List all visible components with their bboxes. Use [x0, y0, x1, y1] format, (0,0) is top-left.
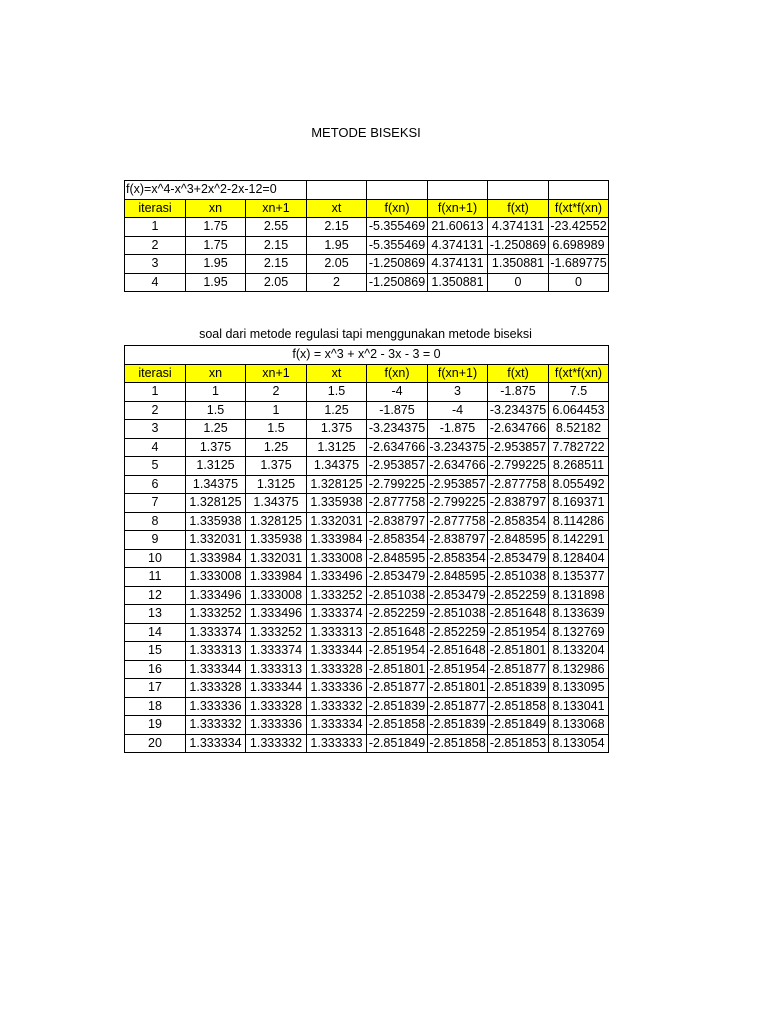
column-header: f(xt) [488, 199, 549, 218]
table-cell: 20 [125, 734, 186, 753]
table-cell: 1.333334 [186, 734, 246, 753]
table-cell: 2.15 [246, 236, 307, 255]
table-cell: 19 [125, 716, 186, 735]
column-header: f(xn+1) [428, 364, 488, 383]
table-cell: -23.42552 [549, 218, 609, 237]
table-cell: 1.333328 [186, 679, 246, 698]
table-cell: -2.848595 [488, 531, 549, 550]
function-cell: f(x)=x^4-x^3+2x^2-2x-12=0 [125, 181, 307, 200]
table-cell: 1.332031 [186, 531, 246, 550]
page-title: METODE BISEKSI [311, 125, 421, 140]
table-cell: 1.333313 [307, 623, 367, 642]
table-cell: -2.799225 [428, 494, 488, 513]
table-cell: -2.852259 [367, 605, 428, 624]
table-row [125, 734, 609, 753]
table-cell: 14 [125, 623, 186, 642]
table-row [125, 420, 609, 439]
column-header: iterasi [125, 364, 186, 383]
table-cell: -2.877758 [367, 494, 428, 513]
table-cell: 7.782722 [549, 438, 609, 457]
table-cell: 2.15 [246, 255, 307, 274]
table-cell: 1.333344 [246, 679, 307, 698]
table2-caption: soal dari metode regulasi tapi menggunakan metode biseksi [199, 327, 532, 341]
column-header: xn [186, 199, 246, 218]
table-row [125, 531, 609, 550]
table-cell: -2.851954 [428, 660, 488, 679]
table-cell: -1.875 [367, 401, 428, 420]
table-row [125, 568, 609, 587]
table-cell: -2.799225 [488, 457, 549, 476]
table-cell: 3 [125, 255, 186, 274]
table-cell: -2.851877 [367, 679, 428, 698]
table-cell: 8.055492 [549, 475, 609, 494]
column-header: xt [307, 199, 367, 218]
empty-cell [549, 181, 609, 200]
column-header: f(xt) [488, 364, 549, 383]
table-cell: 2 [307, 273, 367, 292]
table-cell: -2.851849 [488, 716, 549, 735]
table-cell: -2.851849 [367, 734, 428, 753]
table-cell: -2.851877 [488, 660, 549, 679]
table-cell: 1.333252 [307, 586, 367, 605]
table-cell: 1.333252 [186, 605, 246, 624]
table-cell: -3.234375 [428, 438, 488, 457]
empty-cell [488, 181, 549, 200]
table-cell: 13 [125, 605, 186, 624]
table-cell: 8.169371 [549, 494, 609, 513]
table-cell: -2.953857 [428, 475, 488, 494]
table-cell: 0 [549, 273, 609, 292]
column-header: xn+1 [246, 199, 307, 218]
table-cell: -2.851954 [367, 642, 428, 661]
table-cell: -2.851801 [488, 642, 549, 661]
table-cell: -2.953857 [488, 438, 549, 457]
table-row [125, 605, 609, 624]
table-cell: -2.851839 [367, 697, 428, 716]
table-cell: -2.851038 [428, 605, 488, 624]
table-cell: 8.142291 [549, 531, 609, 550]
table-row [125, 512, 609, 531]
table-cell: -2.877758 [488, 475, 549, 494]
table-cell: 2.15 [307, 218, 367, 237]
empty-cell [428, 181, 488, 200]
table-row [125, 236, 609, 255]
table-row [125, 218, 609, 237]
table-cell: -2.852259 [488, 586, 549, 605]
table-cell: 8.135377 [549, 568, 609, 587]
table-cell: -2.953857 [367, 457, 428, 476]
table-cell: 1.25 [186, 420, 246, 439]
table-cell: 8.52182 [549, 420, 609, 439]
table-cell: -2.851877 [428, 697, 488, 716]
table-cell: 1.328125 [246, 512, 307, 531]
table-cell: -1.689775 [549, 255, 609, 274]
table-row [125, 642, 609, 661]
table-cell: 1.375 [307, 420, 367, 439]
table-cell: 1.335938 [246, 531, 307, 550]
table-cell: 8.128404 [549, 549, 609, 568]
table-cell: 1.333313 [246, 660, 307, 679]
table-cell: -2.851858 [488, 697, 549, 716]
table-cell: 2 [246, 383, 307, 402]
table-cell: 2 [125, 236, 186, 255]
table-cell: 8.133041 [549, 697, 609, 716]
table-cell: 21.60613 [428, 218, 488, 237]
table-cell: 3 [428, 383, 488, 402]
table-cell: 18 [125, 697, 186, 716]
table-cell: 1.333332 [186, 716, 246, 735]
table-cell: 1.333334 [307, 716, 367, 735]
table-cell: -2.838797 [488, 494, 549, 513]
table-cell: 1.333008 [307, 549, 367, 568]
table-cell: -2.858354 [428, 549, 488, 568]
table-cell: 1.333252 [246, 623, 307, 642]
table-cell: 1.95 [186, 255, 246, 274]
table-cell: 1.333008 [246, 586, 307, 605]
column-header: iterasi [125, 199, 186, 218]
table-cell: 8.132986 [549, 660, 609, 679]
table-cell: 1.95 [307, 236, 367, 255]
table-cell: 1.333496 [246, 605, 307, 624]
table-cell: -2.851038 [488, 568, 549, 587]
table-cell: 1.5 [246, 420, 307, 439]
table-cell: -2.858354 [367, 531, 428, 550]
table-cell: -2.851648 [488, 605, 549, 624]
table-cell: 1.333374 [307, 605, 367, 624]
table-cell: -2.853479 [488, 549, 549, 568]
table-cell: -2.848595 [428, 568, 488, 587]
table-cell: 1.333344 [186, 660, 246, 679]
table-cell: -2.851038 [367, 586, 428, 605]
table-cell: -3.234375 [488, 401, 549, 420]
table-cell: 4 [125, 438, 186, 457]
table-cell: 1 [125, 218, 186, 237]
bisection-table-1 [124, 180, 609, 292]
table-cell: 1 [246, 401, 307, 420]
table-cell: -2.848595 [367, 549, 428, 568]
table-cell: -1.875 [488, 383, 549, 402]
table-cell: 8 [125, 512, 186, 531]
table-cell: 11 [125, 568, 186, 587]
function-cell: f(x) = x^3 + x^2 - 3x - 3 = 0 [125, 346, 609, 365]
table-cell: 4 [125, 273, 186, 292]
table-cell: 4.374131 [488, 218, 549, 237]
column-header: xt [307, 364, 367, 383]
table-cell: 1.350881 [428, 273, 488, 292]
table-cell: 2.55 [246, 218, 307, 237]
table-cell: 8.133204 [549, 642, 609, 661]
table-cell: -2.877758 [428, 512, 488, 531]
table-cell: 17 [125, 679, 186, 698]
table-cell: 1.335938 [307, 494, 367, 513]
table-cell: -4 [367, 383, 428, 402]
table-cell: 1.333313 [186, 642, 246, 661]
table-cell: 1.34375 [186, 475, 246, 494]
empty-cell [367, 181, 428, 200]
table-row [125, 438, 609, 457]
table-cell: -2.851858 [367, 716, 428, 735]
table-cell: -2.799225 [367, 475, 428, 494]
table-cell: 1.332031 [307, 512, 367, 531]
table-cell: 1.34375 [246, 494, 307, 513]
table-row [125, 660, 609, 679]
table-cell: 8.133095 [549, 679, 609, 698]
table-row [125, 716, 609, 735]
table-cell: 1.25 [307, 401, 367, 420]
column-header: f(xn) [367, 199, 428, 218]
table-cell: 2 [125, 401, 186, 420]
table-cell: 1.5 [307, 383, 367, 402]
table-cell: 1.333374 [186, 623, 246, 642]
table-cell: 1.333344 [307, 642, 367, 661]
table-cell: 1.375 [186, 438, 246, 457]
table-cell: 8.131898 [549, 586, 609, 605]
table-cell: 16 [125, 660, 186, 679]
table-cell: 5 [125, 457, 186, 476]
table-cell: -1.250869 [367, 255, 428, 274]
table-cell: 1.333336 [246, 716, 307, 735]
table-cell: 1.333328 [246, 697, 307, 716]
table-row [125, 383, 609, 402]
table-cell: 1.75 [186, 236, 246, 255]
table-cell: -2.851801 [367, 660, 428, 679]
table-cell: -1.875 [428, 420, 488, 439]
table-row [125, 586, 609, 605]
table-cell: -4 [428, 401, 488, 420]
table-cell: 2.05 [307, 255, 367, 274]
table-cell: 6 [125, 475, 186, 494]
column-header: f(xt*f(xn) [549, 364, 609, 383]
table-cell: 6.064453 [549, 401, 609, 420]
table-cell: 1.328125 [186, 494, 246, 513]
column-header: f(xn+1) [428, 199, 488, 218]
table-cell: 7 [125, 494, 186, 513]
function-row [125, 181, 609, 200]
table-cell: -2.851839 [488, 679, 549, 698]
table-cell: 1.75 [186, 218, 246, 237]
table-cell: 1.333984 [246, 568, 307, 587]
table-cell: 4.374131 [428, 236, 488, 255]
table-cell: 1.375 [246, 457, 307, 476]
table-cell: 2.05 [246, 273, 307, 292]
table-cell: 7.5 [549, 383, 609, 402]
table-cell: -2.858354 [488, 512, 549, 531]
table-cell: 1.25 [246, 438, 307, 457]
table-cell: 1.328125 [307, 475, 367, 494]
table-cell: -2.838797 [428, 531, 488, 550]
table-cell: 1.333496 [307, 568, 367, 587]
table-cell: -2.851648 [367, 623, 428, 642]
table-row [125, 475, 609, 494]
table-cell: -1.250869 [367, 273, 428, 292]
table-cell: 1.335938 [186, 512, 246, 531]
table-cell: 1.333332 [307, 697, 367, 716]
table-cell: 1.3125 [186, 457, 246, 476]
table-cell: 1.333374 [246, 642, 307, 661]
table-cell: -2.853479 [367, 568, 428, 587]
table-cell: 8.114286 [549, 512, 609, 531]
table-cell: 1.95 [186, 273, 246, 292]
table-cell: -2.634766 [428, 457, 488, 476]
table-cell: -5.355469 [367, 236, 428, 255]
table-row [125, 401, 609, 420]
table-row [125, 457, 609, 476]
table-cell: 1.333336 [307, 679, 367, 698]
table-cell: 6.698989 [549, 236, 609, 255]
table-cell: -2.851648 [428, 642, 488, 661]
table-cell: 1.333496 [186, 586, 246, 605]
header-row [125, 199, 609, 218]
table-cell: 1.333332 [246, 734, 307, 753]
table-cell: 1.3125 [246, 475, 307, 494]
table-cell: 4.374131 [428, 255, 488, 274]
table-cell: 8.133068 [549, 716, 609, 735]
table-cell: 8.133054 [549, 734, 609, 753]
table-cell: 15 [125, 642, 186, 661]
table-cell: -2.851858 [428, 734, 488, 753]
table-cell: -1.250869 [488, 236, 549, 255]
table-cell: 8.268511 [549, 457, 609, 476]
table-cell: 10 [125, 549, 186, 568]
table-cell: 1.5 [186, 401, 246, 420]
table-cell: 1.350881 [488, 255, 549, 274]
table-cell: -2.852259 [428, 623, 488, 642]
table-cell: 8.133639 [549, 605, 609, 624]
table-cell: 1.333984 [307, 531, 367, 550]
header-row [125, 364, 609, 383]
table-cell: 1.333984 [186, 549, 246, 568]
table-cell: 0 [488, 273, 549, 292]
table-cell: 1.333328 [307, 660, 367, 679]
column-header: xn [186, 364, 246, 383]
column-header: f(xn) [367, 364, 428, 383]
table-cell: -2.634766 [488, 420, 549, 439]
table-cell: 1.333008 [186, 568, 246, 587]
table-cell: -5.355469 [367, 218, 428, 237]
column-header: xn+1 [246, 364, 307, 383]
table-cell: 9 [125, 531, 186, 550]
bisection-table-2 [124, 345, 609, 753]
table-cell: 1.34375 [307, 457, 367, 476]
table-cell: -2.851954 [488, 623, 549, 642]
table-cell: -2.634766 [367, 438, 428, 457]
table-cell: -2.851839 [428, 716, 488, 735]
table-row [125, 273, 609, 292]
table-cell: -2.851801 [428, 679, 488, 698]
table-cell: 1.3125 [307, 438, 367, 457]
table-cell: -2.838797 [367, 512, 428, 531]
table-row [125, 623, 609, 642]
table-cell: 1 [186, 383, 246, 402]
table-row [125, 679, 609, 698]
table-cell: -3.234375 [367, 420, 428, 439]
table-cell: 12 [125, 586, 186, 605]
empty-cell [307, 181, 367, 200]
table-cell: 1.332031 [246, 549, 307, 568]
table-row [125, 697, 609, 716]
table-cell: 3 [125, 420, 186, 439]
table-cell: 1.333336 [186, 697, 246, 716]
table-cell: -2.851853 [488, 734, 549, 753]
function-row [125, 346, 609, 365]
table-row [125, 255, 609, 274]
table-row [125, 494, 609, 513]
table-cell: 1.333333 [307, 734, 367, 753]
column-header: f(xt*f(xn) [549, 199, 609, 218]
table-row [125, 549, 609, 568]
table-cell: 8.132769 [549, 623, 609, 642]
table-cell: 1 [125, 383, 186, 402]
table-cell: -2.853479 [428, 586, 488, 605]
